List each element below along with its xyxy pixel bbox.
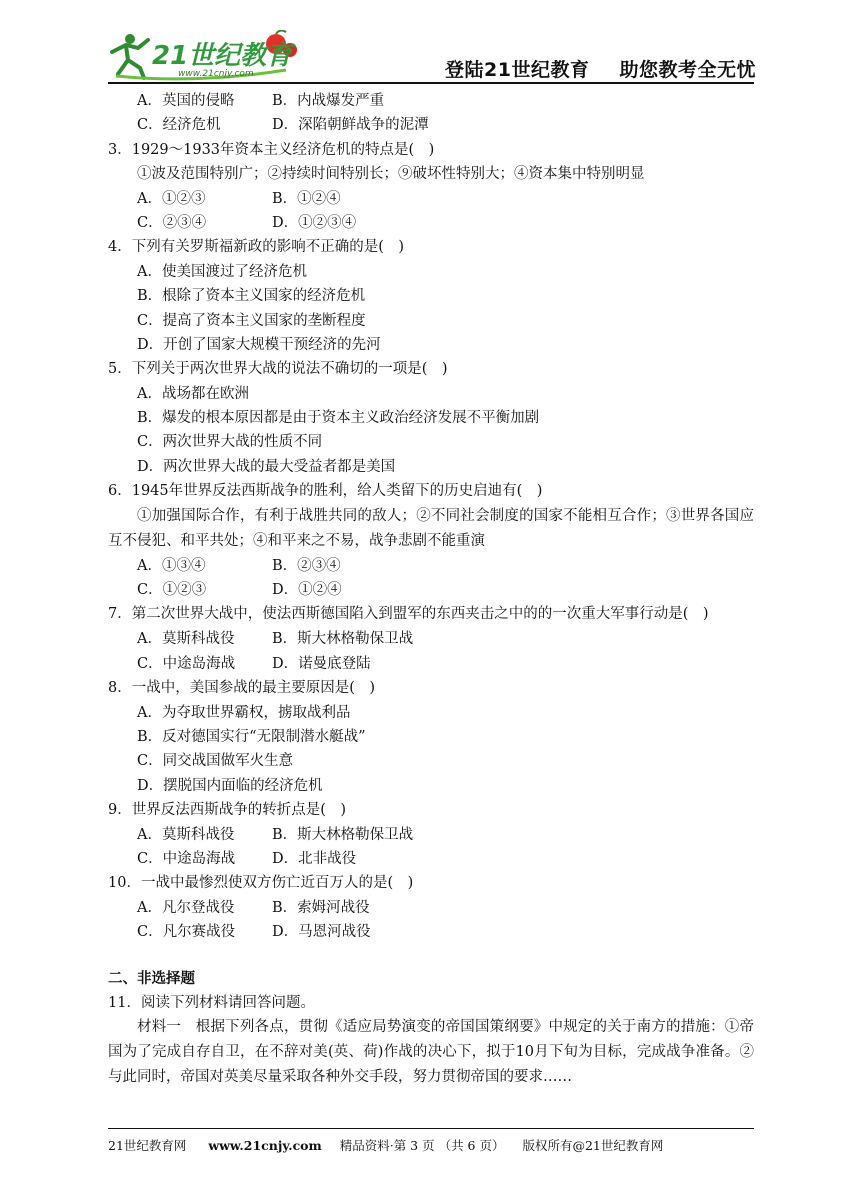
option-b: B．索姆河战役: [272, 899, 370, 916]
option-row: [108, 920, 754, 944]
option-line: A．使美国渡过了经济危机: [137, 263, 307, 280]
option-row: [108, 823, 754, 847]
question-stem: 5．下列关于两次世界大战的说法不确切的一项是( ): [108, 361, 448, 378]
option-b: B．①②④: [272, 190, 341, 207]
question-stem: 10．一战中最惨烈使双方伤亡近百万人的是( ): [108, 875, 414, 892]
option-line: A．为夺取世界霸权，掳取战利品: [137, 704, 351, 721]
section-heading: 二、非选择题: [108, 970, 195, 987]
option-line: A．战场都在欧洲: [137, 385, 249, 402]
question-stem: 11．阅读下列材料请回答问题。: [108, 994, 315, 1011]
option-row: [108, 554, 754, 578]
option-line: B．反对德国实行“无限制潜水艇战”: [137, 728, 366, 745]
header-slogan: [445, 55, 756, 82]
option-line: B．根除了资本主义国家的经济危机: [137, 288, 366, 305]
material-paragraph: ①加强国际合作，有利于战胜共同的敌人；②不同社会制度的国家不能相互合作；③世界各国应互不侵犯、和平共处；④和平来之不易，战争悲剧不能重演: [108, 507, 754, 549]
option-a: A．①③④: [137, 557, 206, 574]
page-footer: [108, 1136, 663, 1154]
option-row: [108, 652, 754, 676]
option-b: B．斯大林格勒保卫战: [272, 826, 414, 843]
option-b: D．①②④: [272, 582, 342, 599]
option-row: [108, 578, 754, 602]
option-a: A．凡尔登战役: [137, 899, 235, 916]
option-row: [108, 113, 754, 137]
option-row: [108, 187, 754, 211]
option-row: [108, 627, 754, 651]
option-line: C．同交战国做军火生意: [137, 753, 294, 770]
footer-url[interactable]: www.21cnjy.com: [208, 1138, 322, 1153]
material-paragraph: 材料一 根据下列各点，贯彻《适应局势演变的帝国国策纲要》中规定的关于南方的措施：①帝国为了完成自存自卫，在不辞对美(英、荷)作战的决心下，拟于10月下旬为目标，完成战争准备。②与此同时，帝国对英美尽量采取各种外交手段，努力贯彻帝国的要求……: [108, 1018, 754, 1085]
page-header: [0, 0, 860, 86]
question-stem: 4．下列有关罗斯福新政的影响不正确的是( ): [108, 239, 405, 256]
option-b: D．①②③④: [272, 214, 357, 231]
option-line: D．两次世界大战的最大受益者都是美国: [137, 458, 396, 475]
option-line: C．两次世界大战的性质不同: [137, 434, 323, 451]
footer-site: 21世纪教育网: [108, 1138, 187, 1153]
footer-page-info: 精品资料·第 3 页 （共 6 页）: [339, 1138, 505, 1153]
option-row: [108, 89, 754, 113]
option-a: C．①②③: [137, 582, 207, 599]
option-a: C．凡尔赛战役: [137, 924, 236, 941]
21cnjy-logo: [108, 30, 308, 82]
option-b: D．马恩河战役: [272, 924, 371, 941]
question-stem: 6．1945年世界反法西斯战争的胜利，给人类留下的历史启迪有( ): [108, 483, 543, 500]
question-stem: 8．一战中，美国参战的最主要原因是( ): [108, 680, 376, 697]
option-a: C．中途岛海战: [137, 850, 236, 867]
option-row: [108, 896, 754, 920]
slogan-right: 助您教考全无忧: [619, 59, 756, 81]
option-a: A．英国的侵略: [137, 93, 235, 109]
question-stem: 3．1929～1933年资本主义经济危机的特点是( ): [108, 141, 435, 158]
option-line: C．提高了资本主义国家的垄断程度: [137, 312, 366, 329]
option-a: C．②③④: [137, 214, 207, 231]
option-a: A．莫斯科战役: [137, 826, 235, 843]
option-a: C．中途岛海战: [137, 655, 236, 672]
document-body: [108, 89, 754, 1090]
option-a: A．①②③: [137, 190, 206, 207]
option-line: ①波及范围特别广；②持续时间特别长；⑨破坏性特别大；④资本集中特别明显: [137, 166, 645, 183]
option-row: [108, 847, 754, 871]
footer-rule: [108, 1128, 754, 1129]
option-a: A．莫斯科战役: [137, 631, 235, 648]
option-b: D．深陷朝鲜战争的泥潭: [272, 117, 429, 134]
header-rule: [108, 82, 754, 84]
option-b: B．②③④: [272, 557, 341, 574]
option-row: [108, 211, 754, 235]
option-b: B．斯大林格勒保卫战: [272, 631, 414, 648]
question-stem: 9．世界反法西斯战争的转折点是( ): [108, 802, 347, 819]
option-b: B．内战爆发严重: [272, 93, 385, 109]
option-line: D．开创了国家大规模干预经济的先河: [137, 336, 381, 353]
option-line: D．摆脱国内面临的经济危机: [137, 777, 323, 794]
option-b: D．诺曼底登陆: [272, 655, 371, 672]
logo-text: 21世纪教育: [152, 41, 293, 71]
question-stem: 7．第二次世界大战中，使法西斯德国陷入到盟军的东西夹击之中的的一次重大军事行动是( ): [108, 606, 709, 623]
footer-copyright: 版权所有@21世纪教育网: [522, 1138, 664, 1153]
option-a: C．经济危机: [137, 117, 221, 134]
slogan-left: 登陆21世纪教育: [445, 59, 590, 81]
option-b: D．北非战役: [272, 850, 357, 867]
logo-url: www.21cnjy.com: [178, 69, 254, 79]
option-line: B．爆发的根本原因都是由于资本主义政治经济发展不平衡加剧: [137, 410, 540, 427]
